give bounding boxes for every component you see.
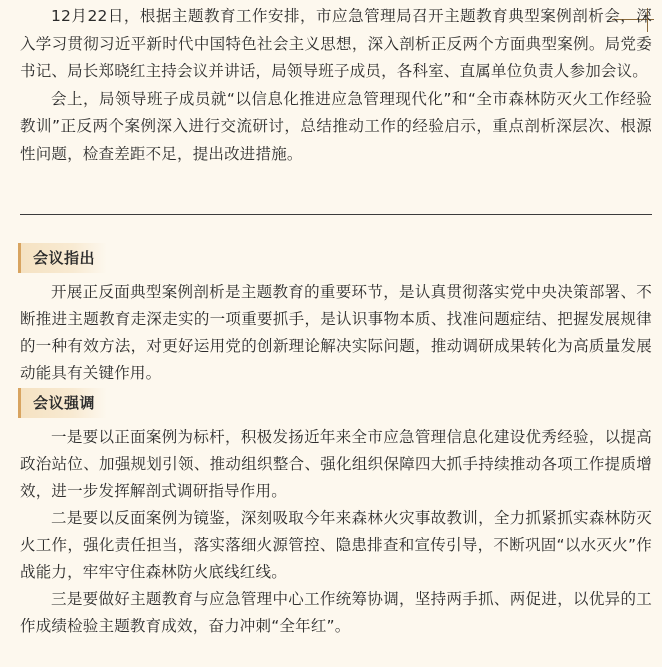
intro-paragraph-2: 会上，局领导班子成员就“以信息化推进应急管理现代化”和“全市森林防灭火工作经验教训”正反两个案例深入进行交流研讨，总结推动工作的经验启示，重点剖析深层次、根源性问题，检查差距不足，提出改进措施。 [20, 89, 652, 163]
section2-body [20, 424, 652, 640]
section2-paragraph-1: 一是要以正面案例为标杆，积极发扬近年来全市应急管理信息化建设优秀经验，以提高政治站位、加强规划引领、推动组织整合、强化组织保障四大抓手持续推动各项工作提质增效，进一步发挥解剖式调研指导作用。 [20, 428, 652, 500]
section1-body [20, 279, 652, 387]
section2-paragraph-3: 三是要做好主题教育与应急管理中心工作统筹协调，坚持两手抓、两促进，以优异的工作成绩检验主题教育成效，奋力冲刺“全年红”。 [20, 590, 652, 635]
section2-paragraph-2: 二是要以反面案例为镜鉴，深刻吸取今年来森林火灾事故教训，全力抓紧抓实森林防灭火工作，强化责任担当，落实落细火源管控、隐患排查和宣传引导，不断巩固“以水灭火”作战能力，牢牢守住森林防火底线红线。 [20, 509, 652, 581]
heading-label: 会议指出 [21, 243, 107, 273]
heading-label: 会议强调 [21, 388, 107, 418]
section-divider [20, 214, 652, 215]
intro-paragraph-1: 12月22日，根据主题教育工作安排，市应急管理局召开主题教育典型案例剖析会，深入学习贯彻习近平新时代中国特色社会主义思想，深入剖析正反两个方面典型案例。局党委书记、局长郑晓红主持会议并讲话，局领导班子成员，各科室、直属单位负责人参加会议。 [20, 7, 652, 80]
section-heading-meeting-emphasized [18, 388, 107, 418]
section1-paragraph-1: 开展正反面典型案例剖析是主题教育的重要环节，是认真贯彻落实党中央决策部署、不断推进主题教育走深走实的一项重要抓手，是认识事物本质、找准问题症结、把握发展规律的一种有效方法，对更好运用党的创新理论解决实际问题，推动调研成果转化为高质量发展动能具有关键作用。 [20, 283, 652, 382]
intro-section [20, 0, 652, 168]
section-heading-meeting-pointed-out [18, 243, 107, 273]
